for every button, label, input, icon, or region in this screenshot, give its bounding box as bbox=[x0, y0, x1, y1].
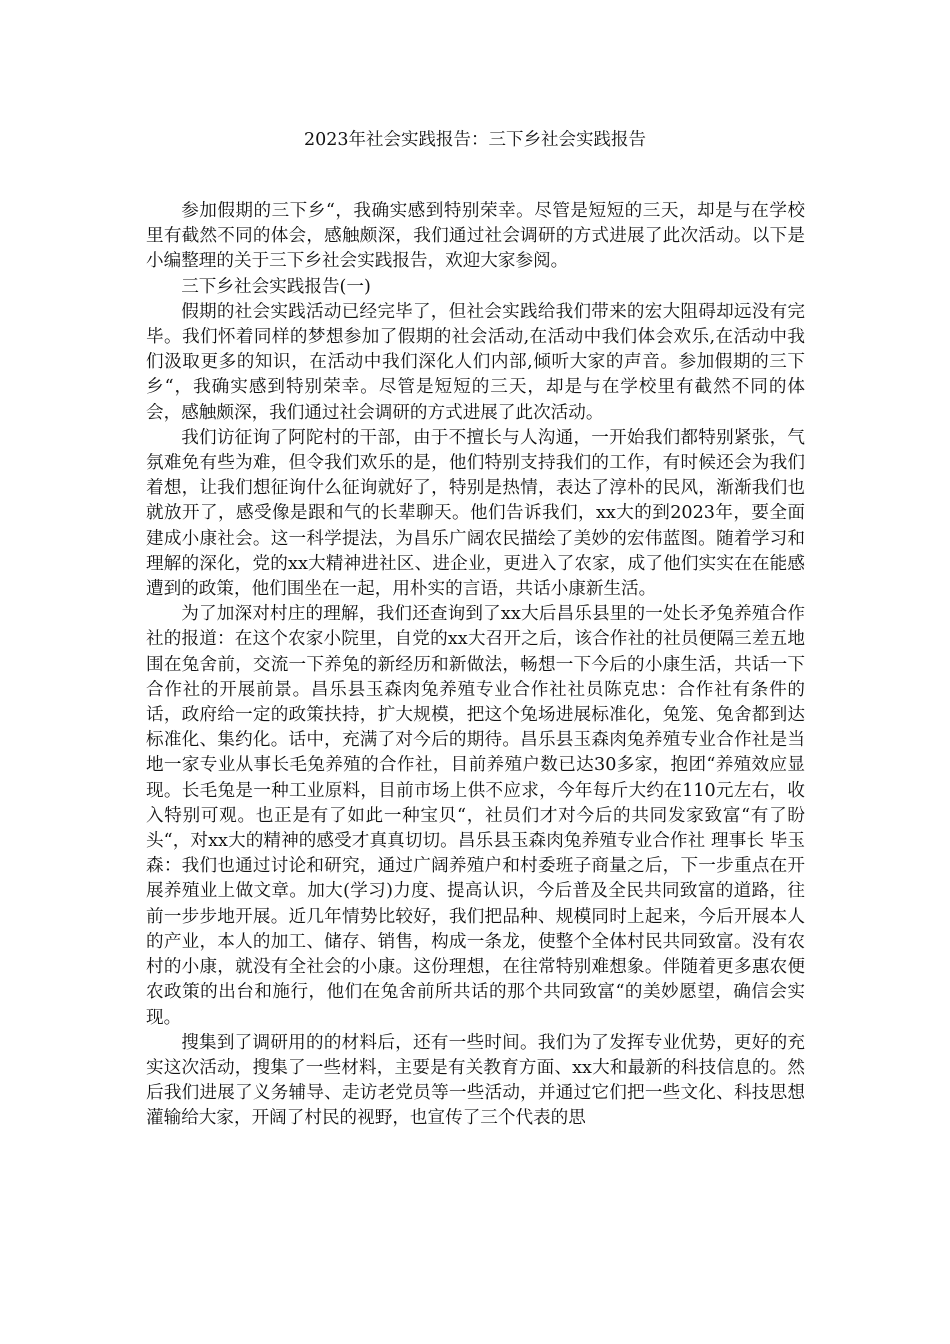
document-title: 2023年社会实践报告：三下乡社会实践报告 bbox=[303, 130, 647, 150]
document-body bbox=[146, 199, 805, 1132]
paragraph: 搜集到了调研用的的材料后，还有一些时间。我们为了发挥专业优势，更好的充实这次活动，搜集了一些材料，主要是有关教育方面、xx大和最新的科技信息的。然后我们进展了义务辅导、走访老党员等一些活动，并通过它们把一些文化、科技思想灌输给大家，开阔了村民的视野，也宣传了三个代表的思 bbox=[146, 1032, 805, 1129]
paragraph: 为了加深对村庄的理解，我们还查询到了xx大后昌乐县里的一处长矛兔养殖合作社的报道：在这个农家小院里，自党的xx大召开之后，该合作社的社员便隔三差五地围在兔舍前，交流一下养兔的新经历和新做法，畅想一下今后的小康生活，共话一下合作社的开展前景。昌乐县玉森肉兔养殖专业合作社社员陈克忠：合作社有条件的话，政府给一定的政策扶持，扩大规模，把这个兔场进展标准化，兔笼、兔舍都到达标准化、集约化。话中，充满了对今后的期待。昌乐县玉森肉兔养殖专业合作社是当地一家专业从事长毛兔养殖的合作社，目前养殖户数已达30多家，抱团“养殖效应显现。长毛兔是一种工业原料，目前市场上供不应求，今年每斤大约在110元左右，收入特别可观。也正是有了如此一种宝贝“，社员们才对今后的共同发家致富“有了盼头“，对xx大的精神的感受才真真切切。昌乐县玉森肉兔养殖专业合作社 理事长 毕玉森：我们也通过讨论和研究，通过广阔养殖户和村委班子商量之后，下一步重点在开展养殖业上做文章。加大(学习)力度、提高认识，今后普及全民共同致富的道路，往前一步步地开展。近几年情势比较好，我们把品种、规模同时上起来，今后开展本人的产业，本人的加工、储存、销售，构成一条龙，使整个全体村民共同致富。没有农村的小康，就没有全社会的小康。这份理想，在往常特别难想象。伴随着更多惠农便农政策的出台和施行，他们在兔舍前所共话的那个共同致富“的美妙愿望，确信会实现。 bbox=[146, 604, 805, 1028]
paragraph: 假期的社会实践活动已经完毕了，但社会实践给我们带来的宏大阻碍却远没有完毕。我们怀着同样的梦想参加了假期的社会活动,在活动中我们体会欢乐,在活动中我们汲取更多的知识，在活动中我们深化人们内部,倾听大家的声音。参加假期的三下乡“，我确实感到特别荣幸。尽管是短短的三天，却是与在学校里有截然不同的体会，感触颇深，我们通过社会调研的方式进展了此次活动。 bbox=[146, 301, 805, 423]
section-heading: 三下乡社会实践报告(一) bbox=[181, 276, 371, 297]
paragraph-intro: 参加假期的三下乡“，我确实感到特别荣幸。尽管是短短的三天，却是与在学校里有截然不同的体会，感触颇深，我们通过社会调研的方式进展了此次活动。以下是小编整理的关于三下乡社会实践报告，欢迎大家参阅。 bbox=[146, 201, 805, 272]
paragraph: 我们访征询了阿陀村的干部，由于不擅长与人沟通，一开始我们都特别紧张，气氛难免有些为难，但令我们欢乐的是，他们特别支持我们的工作，有时候还会为我们着想，让我们想征询什么征询就好了，特别是热情，表达了淳朴的民风，渐渐我们也就放开了，感受像是跟和气的长辈聊天。他们告诉我们，xx大的到2023年，要全面建成小康社会。这一科学提法，为昌乐广阔农民描绘了美妙的宏伟蓝图。随着学习和理解的深化，党的xx大精神进社区、进企业，更进入了农家，成了他们实实在在能感遭到的政策，他们围坐在一起，用朴实的言语，共话小康新生活。 bbox=[146, 427, 805, 600]
